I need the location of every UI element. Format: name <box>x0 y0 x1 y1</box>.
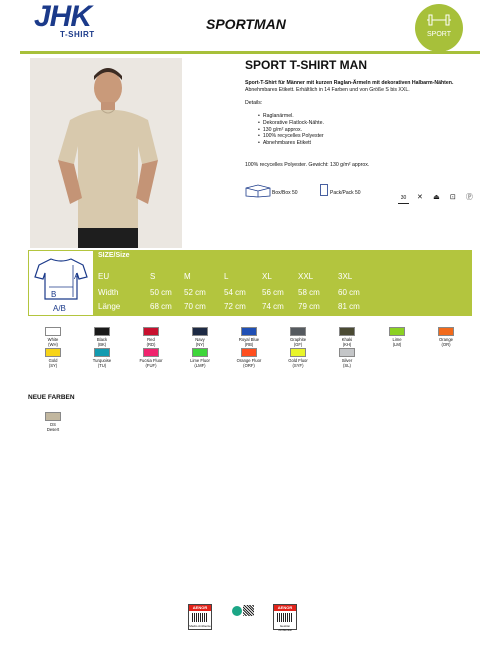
professional-care-icon: Ⓟ <box>465 194 473 201</box>
color-code: (OR) <box>441 342 451 347</box>
details-item: • Dekorative Flatlock-Nähte. <box>258 120 324 127</box>
color-code: (ORF) <box>243 363 255 368</box>
color-swatch[interactable] <box>45 327 61 336</box>
color-swatch-label <box>77 358 127 368</box>
leaf-icon <box>232 606 242 616</box>
color-swatch-label <box>322 337 372 347</box>
cert-barcode <box>192 613 208 622</box>
size-row-label: Width <box>98 288 119 297</box>
size-cell: XL <box>262 272 272 281</box>
color-name: Khaki <box>341 337 353 342</box>
color-code: (LMF) <box>194 363 206 368</box>
cert-name: AENOR <box>274 605 296 611</box>
brand-sub-text: T-SHIRT <box>60 30 95 39</box>
composition-text: 100% recycelles Polyester. Gewicht: 130 g/m² approx. <box>245 162 370 168</box>
size-row-label: EU <box>98 272 110 281</box>
iron-icon: ⏏ <box>433 194 440 201</box>
size-cell: 52 cm <box>184 288 206 297</box>
details-label: Details: <box>245 100 263 106</box>
wash-30-icon: 30 <box>398 193 409 204</box>
color-code: (TU) <box>97 363 107 368</box>
color-swatch-label <box>421 337 471 347</box>
details-item: • Raglanärmel. <box>258 113 324 120</box>
color-swatch-label <box>273 337 323 347</box>
jhk-logo <box>30 2 110 44</box>
color-code: (NY) <box>195 342 205 347</box>
details-item: • 130 g/m² approx. <box>258 127 324 134</box>
details-item: • Abnehmbares Etikett <box>258 140 324 147</box>
color-swatch-label <box>77 337 127 347</box>
pack-icon <box>320 184 328 196</box>
new-colors-label: NEUE FARBEN <box>28 394 75 401</box>
details-item: • 100% recycelles Polyester <box>258 133 324 140</box>
color-swatch-label <box>28 358 78 368</box>
color-code: (SY) <box>48 363 58 368</box>
color-code: DS <box>50 422 56 427</box>
color-name: Black <box>96 337 108 342</box>
color-swatch[interactable] <box>143 348 159 357</box>
diagram-label-a: A <box>74 272 80 281</box>
size-row-label: Länge <box>98 302 121 311</box>
color-name: Lime Fluor <box>190 358 210 363</box>
product-title: SPORT T-SHIRT MAN <box>245 58 367 72</box>
color-swatch-label <box>126 337 176 347</box>
color-swatch-label <box>224 337 274 347</box>
color-code: (RB) <box>244 342 254 347</box>
color-swatch-label <box>273 358 323 368</box>
new-color-swatch[interactable] <box>45 412 61 421</box>
size-table-band <box>28 250 472 316</box>
sport-badge <box>415 4 463 52</box>
size-cell: 56 cm <box>262 288 284 297</box>
color-code: (WH) <box>48 342 58 347</box>
color-name: Graphite <box>289 337 307 342</box>
color-swatch[interactable] <box>45 348 61 357</box>
size-cell: 3XL <box>338 272 353 281</box>
no-bleach-icon: ✕ <box>417 194 423 201</box>
color-code: (KH) <box>342 342 352 347</box>
box-label: Box/Box 50 <box>272 190 298 196</box>
diagram-label-b: B <box>51 290 57 299</box>
size-cell: 72 cm <box>224 302 246 311</box>
color-name: Orange Fluor <box>236 358 262 363</box>
size-diagram <box>28 250 94 316</box>
color-swatch[interactable] <box>94 327 110 336</box>
dumbbell-icon <box>427 12 451 28</box>
pack-label: Pack/Pack 50 <box>330 190 361 196</box>
dry-clean-icon: ⊡ <box>449 194 456 201</box>
color-swatch-label <box>322 358 372 368</box>
header-divider <box>20 51 480 54</box>
description-rest: Abnehmbares Etikett. Erhältlich in 14 Farben und von Größe S bis XXL. <box>245 87 410 93</box>
size-cell: 74 cm <box>262 302 284 311</box>
color-code: (RD) <box>146 342 156 347</box>
color-swatch[interactable] <box>339 348 355 357</box>
color-name: Orange <box>439 337 453 342</box>
color-swatch[interactable] <box>241 327 257 336</box>
color-name: Silver <box>341 358 353 363</box>
color-swatch[interactable] <box>290 327 306 336</box>
color-code: (LM) <box>392 342 402 347</box>
diagram-label-ab: A/B <box>53 304 66 313</box>
color-swatch[interactable] <box>290 348 306 357</box>
color-name: Gold Fluor <box>288 358 308 363</box>
color-name: White <box>47 337 59 342</box>
care-symbols <box>398 186 476 201</box>
size-cell: 60 cm <box>338 288 360 297</box>
color-swatch-label <box>224 358 274 368</box>
color-swatch[interactable] <box>143 327 159 336</box>
color-swatch[interactable] <box>438 327 454 336</box>
color-swatch-label <box>28 337 78 347</box>
size-cell: 50 cm <box>150 288 172 297</box>
badge-label: SPORT <box>427 31 451 38</box>
aenor-cert-badge <box>188 604 212 630</box>
collection-title: SPORTMAN <box>206 16 286 32</box>
cert-line: Gestión Ambiental <box>278 624 292 632</box>
size-cell: 68 cm <box>150 302 172 311</box>
color-code: (BK) <box>97 342 107 347</box>
size-cell: 79 cm <box>298 302 320 311</box>
color-code: (SYF) <box>292 363 304 368</box>
color-swatch[interactable] <box>389 327 405 336</box>
product-description <box>245 80 485 94</box>
color-name: Gold <box>48 358 58 363</box>
size-cell: 54 cm <box>224 288 246 297</box>
color-code: (FUF) <box>145 363 157 368</box>
color-swatch-label <box>175 358 225 368</box>
new-color-label <box>28 422 78 432</box>
size-cell: 58 cm <box>298 288 320 297</box>
color-swatch[interactable] <box>241 348 257 357</box>
color-swatch[interactable] <box>192 348 208 357</box>
box-icon <box>245 184 271 198</box>
description-lead: Sport-T-Shirt für Männer mit kurzen Raglan-Ärmeln mit dekorativen Halbarm-Nähten. <box>245 80 454 86</box>
color-name: Royal Blue <box>238 337 260 342</box>
qr-code-icon <box>243 605 254 616</box>
color-name: Fucsia Fluor <box>139 358 163 363</box>
color-name: Red <box>147 337 155 342</box>
size-cell: S <box>150 272 156 281</box>
oeko-cert-badge <box>232 604 254 628</box>
color-swatch-label <box>372 337 422 347</box>
product-photo <box>30 58 182 248</box>
color-code: (SL) <box>343 363 351 368</box>
color-swatch-label <box>175 337 225 347</box>
cert-barcode <box>277 613 293 622</box>
size-header: SIZE/Size <box>98 252 130 259</box>
color-name: Lime <box>392 337 402 342</box>
color-swatch-label <box>126 358 176 368</box>
cert-line: Medio Ambiente <box>189 624 211 628</box>
size-cell: 81 cm <box>338 302 360 311</box>
color-name: Turquoise <box>92 358 112 363</box>
color-name: Navy <box>195 337 205 342</box>
color-swatch[interactable] <box>94 348 110 357</box>
brand-logo-text: JHK <box>34 0 92 33</box>
size-cell: XXL <box>298 272 314 281</box>
color-swatch[interactable] <box>339 327 355 336</box>
size-cell: 70 cm <box>184 302 206 311</box>
size-cell: L <box>224 272 229 281</box>
cert-name: AENOR <box>189 605 211 611</box>
size-cell: M <box>184 272 191 281</box>
color-swatch[interactable] <box>192 327 208 336</box>
color-code: (GF) <box>293 342 303 347</box>
aenor-env-cert-badge <box>273 604 297 630</box>
color-name: Desert <box>46 427 60 432</box>
details-list <box>258 113 324 147</box>
